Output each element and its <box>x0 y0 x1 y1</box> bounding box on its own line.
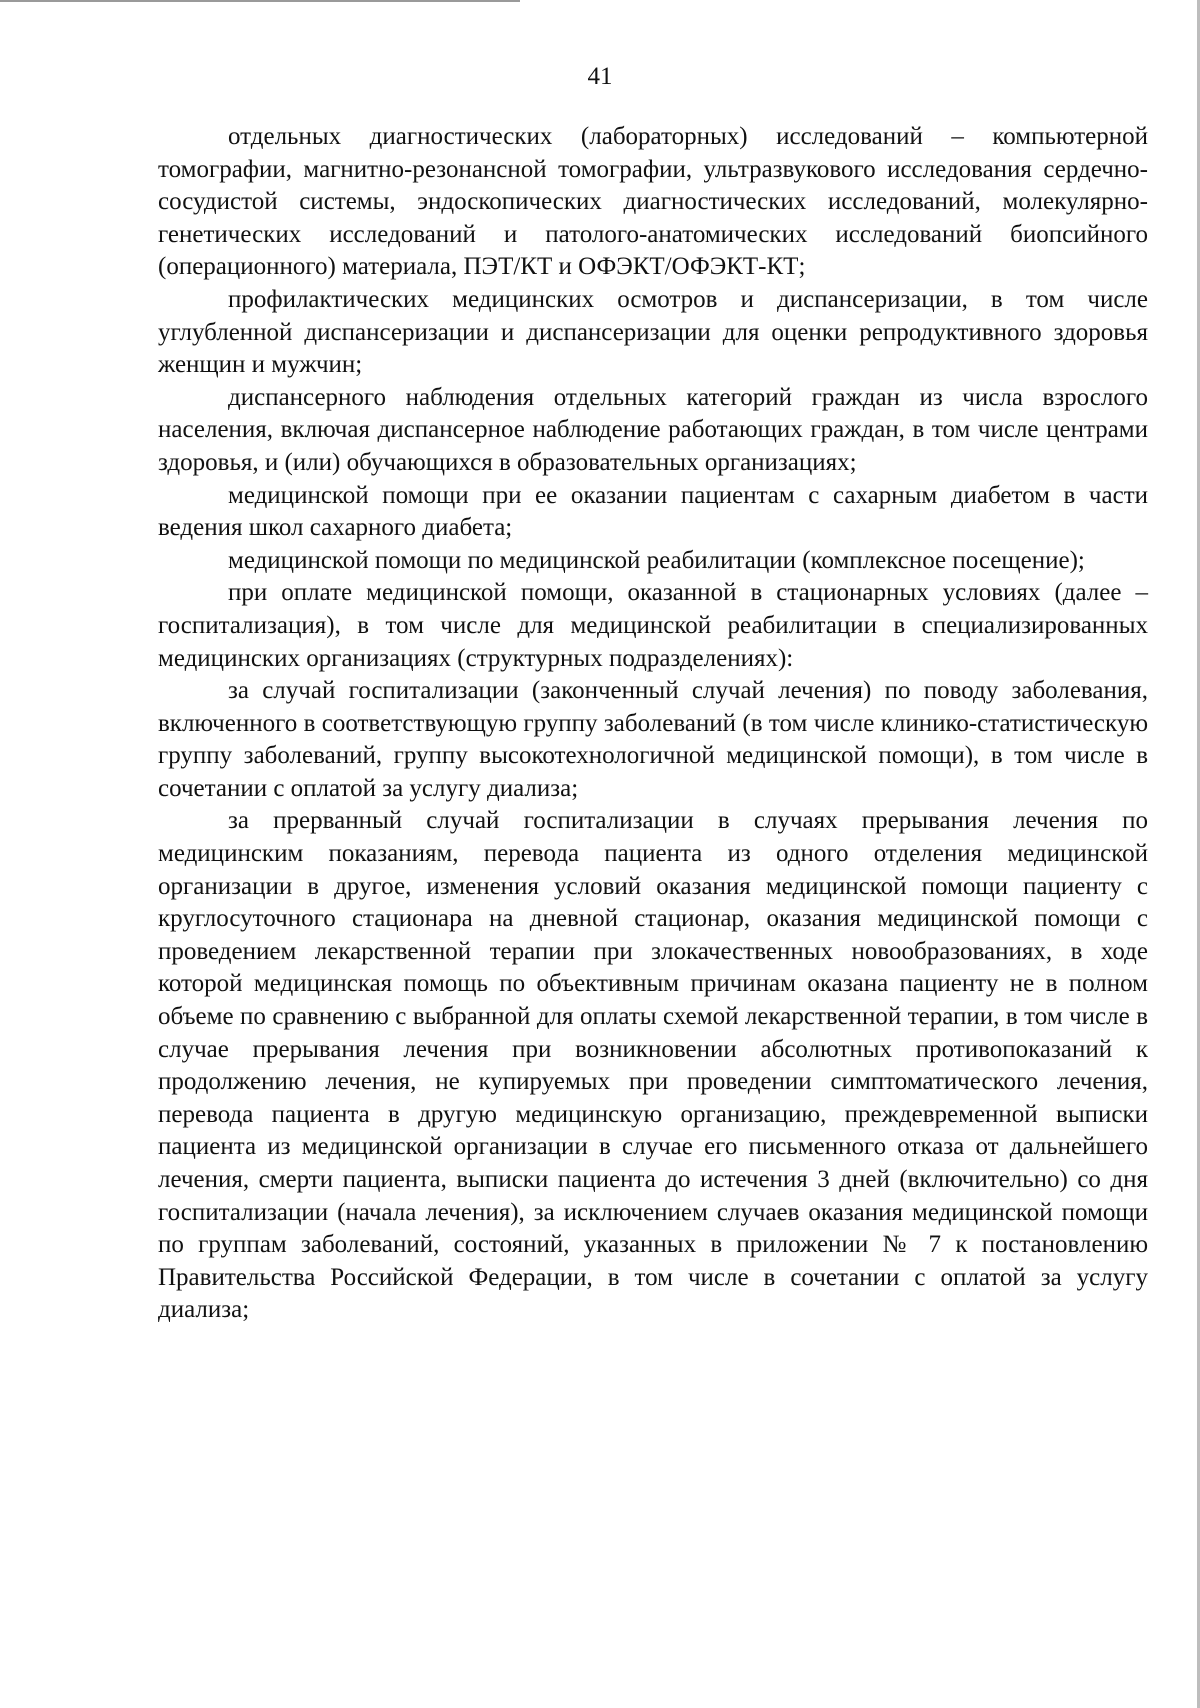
paragraph-interrupted-case: за прерванный случай госпитализации в случаях прерывания лечения по медицинским показаниям, перевода пациента из одного отделения медицинской организации в другое, изменения условий оказания медицинской помощи пациенту с круглосуточного стационара на дневной стационар, оказания медицинской помощи с проведением лекарственной терапии при злокачественных новообразованиях, в ходе которой медицинская помощь по объективным причинам оказана пациенту не в полном объеме по сравнению с выбранной для оплаты схемой лекарственной терапии, в том числе в случае прерывания лечения при возникновении абсолютных противопоказаний к продолжению лечения, не купируемых при проведении симптоматического лечения, перевода пациента в другую медицинскую организацию, преждевременной выписки пациента из медицинской организации в случае его письменного отказа от дальнейшего лечения, смерти пациента, выписки пациента до истечения 3 дней (включительно) со дня госпитализации (начала лечения), за исключением случаев оказания медицинской помощи по группам заболеваний, состояний, указанных в приложении № 7 к постановлению Правительства Российской Федерации, в том числе в сочетании с оплатой за услугу диализа; <box>158 807 1148 1324</box>
paragraph-preventive-exams: профилактических медицинских осмотров и диспансеризации, в том числе углубленной диспансеризации и диспансеризации для оценки репродуктивного здоровья женщин и мужчин; <box>158 285 1148 379</box>
paragraph-dispensary-observation: диспансерного наблюдения отдельных категорий граждан из числа взрослого населения, включая диспансерное наблюдение работающих граждан, в том числе центрами здоровья, и (или) обучающихся в образовательных организациях; <box>158 383 1148 476</box>
body-text <box>158 121 1148 1327</box>
scan-edge-top <box>0 0 520 2</box>
paragraph-completed-case: за случай госпитализации (законченный случай лечения) по поводу заболевания, включенного в соответствующую группу заболеваний (в том числе клинико-статистическую группу заболеваний, группу высокотехнологичной медицинской помощи), в том числе в сочетании с оплатой за услугу диализа; <box>158 677 1148 802</box>
paragraph-diagnostic-studies: отдельных диагностических (лабораторных) исследований – компьютерной томографии, магнитно-резонансной томографии, ультразвукового исследования сердечно-сосудистой системы, эндоскопических диагностических исследований, молекулярно-генетических исследований и патолого-анатомических исследований биопсийного (операционного) материала, ПЭТ/КТ и ОФЭКТ/ОФЭКТ-КТ; <box>158 123 1148 281</box>
paragraph-inpatient-payment: при оплате медицинской помощи, оказанной в стационарных условиях (далее – госпитализация), в том числе для медицинской реабилитации в специализированных медицинских организациях (структурных подразделениях): <box>158 579 1148 672</box>
page-number: 41 <box>587 63 613 90</box>
paragraph-diabetes-schools: медицинской помощи при ее оказании пациентам с сахарным диабетом в части ведения школ сахарного диабета; <box>158 481 1148 542</box>
paragraph-rehabilitation: медицинской помощи по медицинской реабилитации (комплексное посещение); <box>228 546 1085 574</box>
